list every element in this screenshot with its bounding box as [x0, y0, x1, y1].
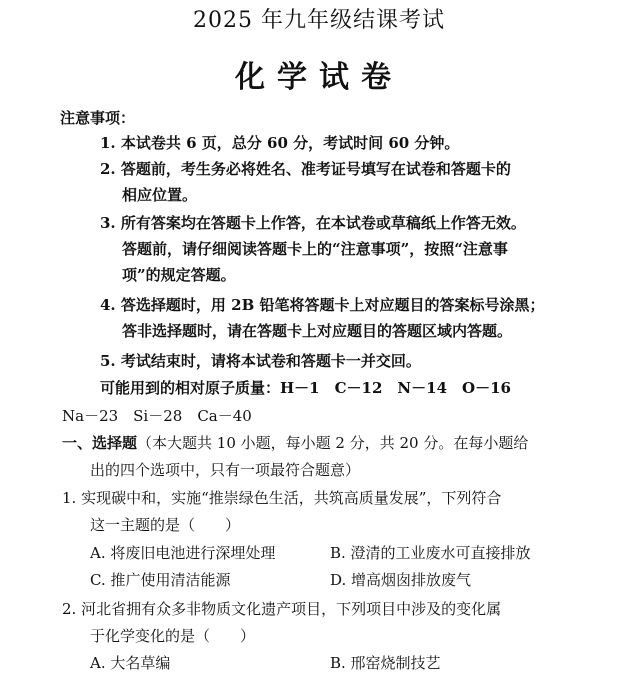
- notice-item-3-cont-1: 答题前，请仔细阅读答题卡上的“注意事项”，按照“注意事: [122, 240, 508, 258]
- question-1-option-b[interactable]: B. 澄清的工业废水可直接排放: [330, 544, 531, 562]
- notice-item-text: 考试结束时，请将本试卷和答题卡一并交回。: [120, 352, 421, 370]
- subject-title: 化学试卷: [235, 60, 403, 95]
- exam-title: 2025 年九年级结课考试: [193, 8, 445, 33]
- question-2-stem-cont: 于化学变化的是（ ）: [90, 627, 256, 645]
- section-1-desc-cont: 出的四个选项中，只有一项最符合题意）: [90, 461, 361, 479]
- question-2-option-a[interactable]: A. 大名草编: [90, 654, 171, 672]
- question-1-option-a[interactable]: A. 将废旧电池进行深埋处理: [90, 544, 276, 562]
- question-num: 1.: [62, 489, 77, 507]
- question-1-stem: [62, 488, 501, 508]
- notice-item-4: [100, 295, 544, 315]
- notice-heading: 注意事项：: [60, 109, 136, 127]
- notice-item-1: [100, 133, 459, 153]
- question-1-stem-cont: 这一主题的是（ ）: [90, 516, 241, 534]
- notice-item-3: [100, 213, 526, 233]
- notice-item-5: [100, 351, 421, 371]
- question-num: 2.: [62, 600, 77, 618]
- question-text: 实现碳中和，实施“推崇绿色生活，共筑高质量发展”，下列符合: [81, 489, 502, 507]
- notice-item-3-cont-2: 项”的规定答题。: [122, 266, 236, 284]
- notice-item-num: 3.: [100, 214, 116, 232]
- atomic-mass-line-2: Na－23 Si－28 Ca－40: [62, 407, 252, 425]
- notice-item-num: 4.: [100, 296, 116, 314]
- atomic-mass-line-1: 可能用到的相对原子质量：H－1 C－12 N－14 O－16: [100, 379, 511, 397]
- notice-item-text: 本试卷共 6 页，总分 60 分，考试时间 60 分钟。: [120, 134, 460, 152]
- section-1-header: [62, 433, 528, 453]
- notice-item-text: 所有答案均在答题卡上作答，在本试卷或草稿纸上作答无效。: [120, 214, 526, 232]
- notice-item-num: 2.: [100, 160, 116, 178]
- notice-item-num: 1.: [100, 134, 116, 152]
- notice-item-2: [100, 159, 511, 179]
- section-1-heading: 一、选择题: [62, 434, 138, 452]
- notice-item-text: 答选择题时，用 2B 铅笔将答题卡上对应题目的答案标号涂黑；: [120, 296, 545, 314]
- notice-item-4-cont: 答非选择题时，请在答题卡上对应题目的答题区域内答题。: [122, 322, 513, 340]
- notice-item-num: 5.: [100, 352, 116, 370]
- notice-item-text: 答题前，考生务必将姓名、准考证号填写在试卷和答题卡的: [120, 160, 511, 178]
- section-1-desc: （本大题共 10 小题，每小题 2 分，共 20 分。在每小题给: [137, 434, 529, 452]
- question-2-stem: [62, 599, 501, 619]
- notice-item-2-cont: 相应位置。: [122, 186, 198, 204]
- question-1-option-c[interactable]: C. 推广使用清洁能源: [90, 571, 231, 589]
- question-1-option-d[interactable]: D. 增高烟囱排放废气: [330, 571, 472, 589]
- question-text: 河北省拥有众多非物质文化遗产项目，下列项目中涉及的变化属: [81, 600, 502, 618]
- question-2-option-b[interactable]: B. 邢窑烧制技艺: [330, 654, 441, 672]
